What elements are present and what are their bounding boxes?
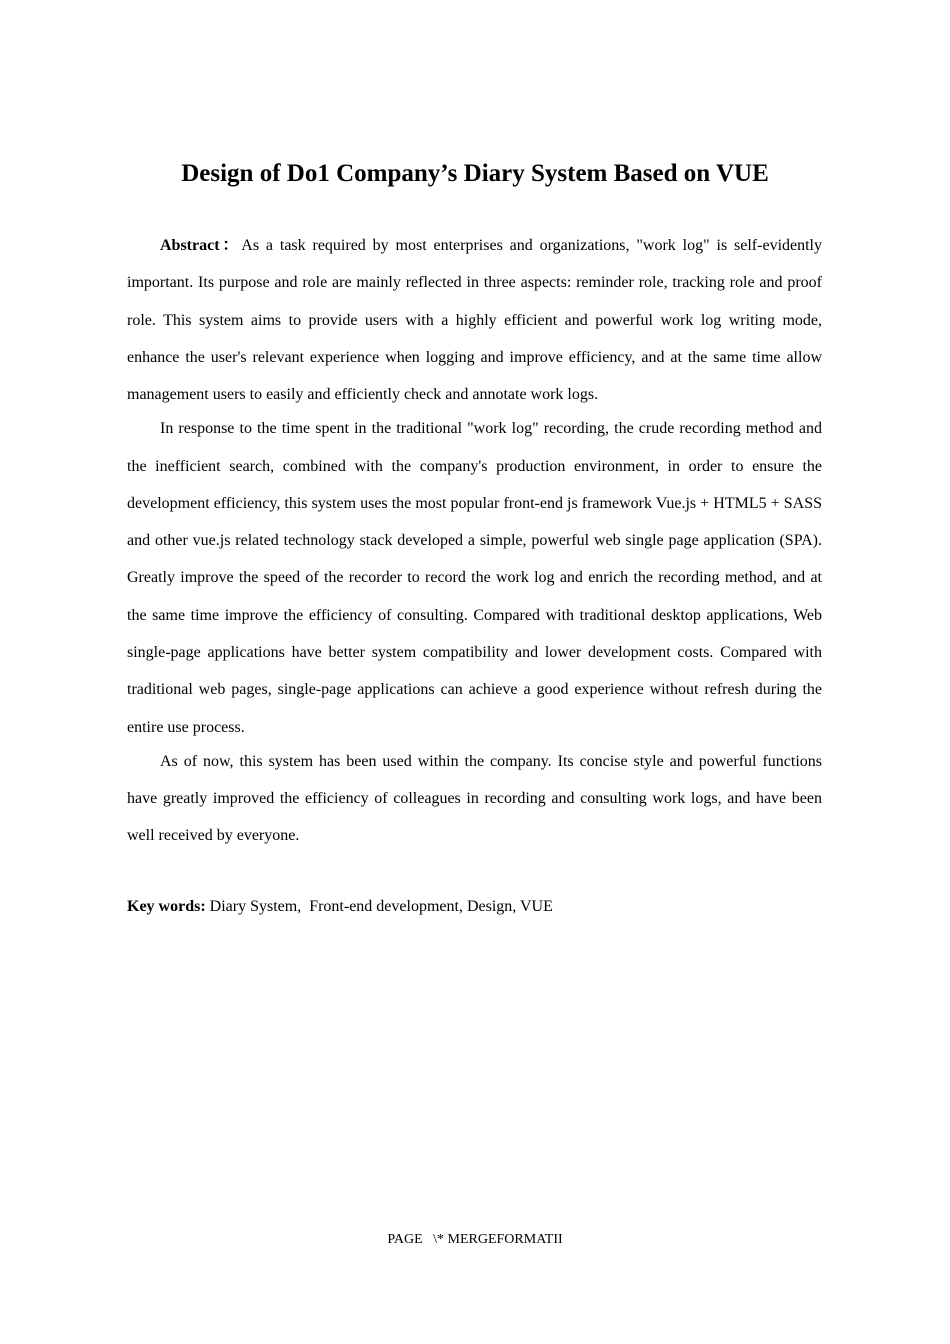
abstract-paragraph-2: In response to the time spent in the traditional "work log" recording, the crude recording method and the inefficient search, combined with the company's production environment, in order to ensure the development efficiency, this system uses the most popular front-end js framework Vue.js + HTML5 + SASS and other vue.js related technology stack developed a simple, powerful web single page application (SPA). Greatly improve the speed of the recorder to record the work log and enrich the recording method, and at the same time improve the efficiency of consulting. Compared with traditional desktop applications, Web single-page applications have better system compatibility and lower development costs. Compared with traditional web pages, single-page applications can achieve a good experience without refresh during the entire use process. (127, 420, 822, 736)
document-title: Design of Do1 Company’s Diary System Based on VUE (181, 160, 769, 187)
abstract-label: Abstract： (160, 237, 242, 254)
abstract-paragraph-1-text: As a task required by most enterprises and organizations, "work log" is self-evidently important. Its purpose and role are mainly reflected in three aspects: reminder role, tracking role and proof role. This system aims to provide users with a highly efficient and powerful work log writing mode, enhance the user's relevant experience when logging and improve efficiency, and at the same time allow management users to easily and efficiently check and annotate work logs. (127, 237, 822, 404)
abstract-paragraph-1 (127, 227, 822, 413)
keywords-text: Diary System, Front-end development, Design, VUE (205, 898, 553, 915)
keywords-line (127, 888, 822, 925)
abstract-paragraph-3: As of now, this system has been used within the company. Its concise style and powerful functions have greatly improved the efficiency of colleagues in recording and consulting work logs, and have been well received by everyone. (127, 752, 822, 845)
abstract-section (127, 227, 822, 851)
page-footer: PAGE \* MERGEFORMATII (387, 1232, 563, 1247)
keywords-label: Key words: (127, 898, 206, 915)
